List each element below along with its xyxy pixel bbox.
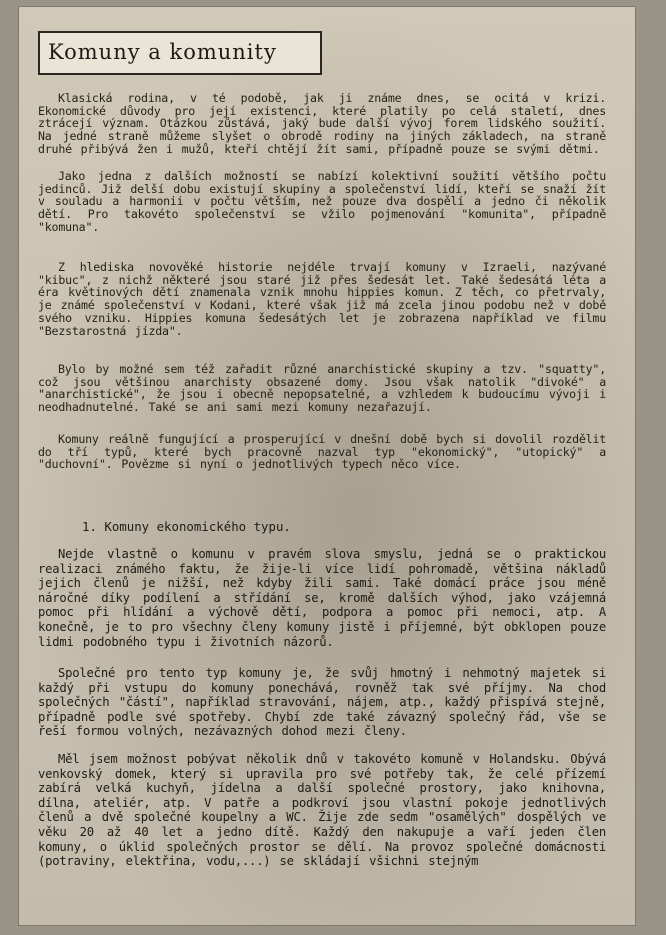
- paragraph-4: Bylo by možné sem též zařadit různé anarchistické skupiny a tzv. "squatty", což jsou většinou anarchisty obsazené domy. Jsou však natolik "divoké" a "anarchistické", že jsou i obecně nepopsatelné, a vzhledem k budoucímu vývoji i neodhadnutelné. Také se ani sami mezi komuny nezařazují.: [38, 362, 606, 415]
- paragraph-2: Jako jedna z dalších možností se nabízí kolektivní soužití většího počtu jedinců. Již delší dobu existují skupiny a společenství lidí, kteří se snaží žít v souladu a harmonii v počtu větším, než pouze dva dospělí a jedno či několik dětí. Pro takovéto společenství se vžilo pojmenování "komunita", případně "komuna".: [38, 169, 606, 234]
- page-title: Komuny a komunity: [48, 40, 277, 64]
- paragraph-8: Měl jsem možnost pobývat několik dnů v takovéto komuně v Holandsku. Obývá venkovský domek, který si upravila pro své potřeby tak, že celé přízemí zabírá velká kuchyň, jídelna a další společné prostory, jako knihovna, dílna, ateliér, atp. V patře a podkroví jsou vlastní pokoje jednotlivých členů a dvě společné koupelny a WC. Žije zde sedm "osamělých" dospělých ve věku 20 až 40 let a jedno dítě. Každý den nakupuje a vaří jeden člen komuny, o úklid společných prostor se dělí. Na provoz společné domácnosti (potraviny, elektřina, vodu,...) se skládají všichni stejným: [38, 752, 606, 869]
- section-heading: 1. Komuny ekonomického typu.: [82, 519, 291, 534]
- paragraph-6: Nejde vlastně o komunu v pravém slova smyslu, jedná se o praktickou realizaci známého faktu, že žije-li více lidí pohromadě, většina nákladů jejich členů je nižší, než kdyby žili sami. Také domácí práce jsou méně náročné díky podílení a střídání se, kromě dalších výhod, jako vzájemná pomoc při hlídání a výchově dětí, podpora a pomoc při nemoci, atp. A konečně, je to pro všechny členy komuny jistě i příjemné, být obklopen pouze lidmi podobného typu i životních názorů.: [38, 547, 606, 649]
- paragraph-7: Společné pro tento typ komuny je, že svůj hmotný i nehmotný majetek si každý při vstupu do komuny ponechává, rovněž tak své příjmy. Na chod společných "částí", například stravování, nájem, atp., každý přispívá stejně, případně podle své spotřeby. Chybí zde také závazný společný řád, vše se řeší formou volných, nezávazných dohod mezi členy.: [38, 666, 606, 739]
- paragraph-3: Z hlediska novověké historie nejdéle trvají komuny v Izraeli, nazývané "kibuc", z nichž některé jsou staré již přes šedesát let. Také šedesátá léta a éra květinových dětí znamenala vznik mnohu hippies komun. Z těch, co přetrvaly, je známé společenství v Kodani, které však již má zcela jinou podobu než v době svého vzniku. Hippies komuna šedesátých let je zobrazena například ve filmu "Bezstarostná jízda".: [38, 260, 606, 338]
- paragraph-5: Komuny reálně fungující a prosperující v dnešní době bych si dovolil rozdělit do tří typů, které bych pracovně nazval typ "ekonomický", "utopický" a "duchovní". Povězme si nyní o jednotlivých typech něco více.: [38, 432, 606, 472]
- paragraph-1: Klasická rodina, v té podobě, jak ji známe dnes, se ocitá v krizi. Ekonomické důvody pro její existenci, které platily po celá staletí, dnes ztrácejí význam. Otázkou zůstává, jaký bude další vývoj forem lidského soužití. Na jedné straně můžeme slyšet o obrodě rodiny na jiných základech, na straně druhé přibývá žen i mužů, kteří chtějí žít sami, případně pouze se svými dětmi.: [38, 91, 606, 156]
